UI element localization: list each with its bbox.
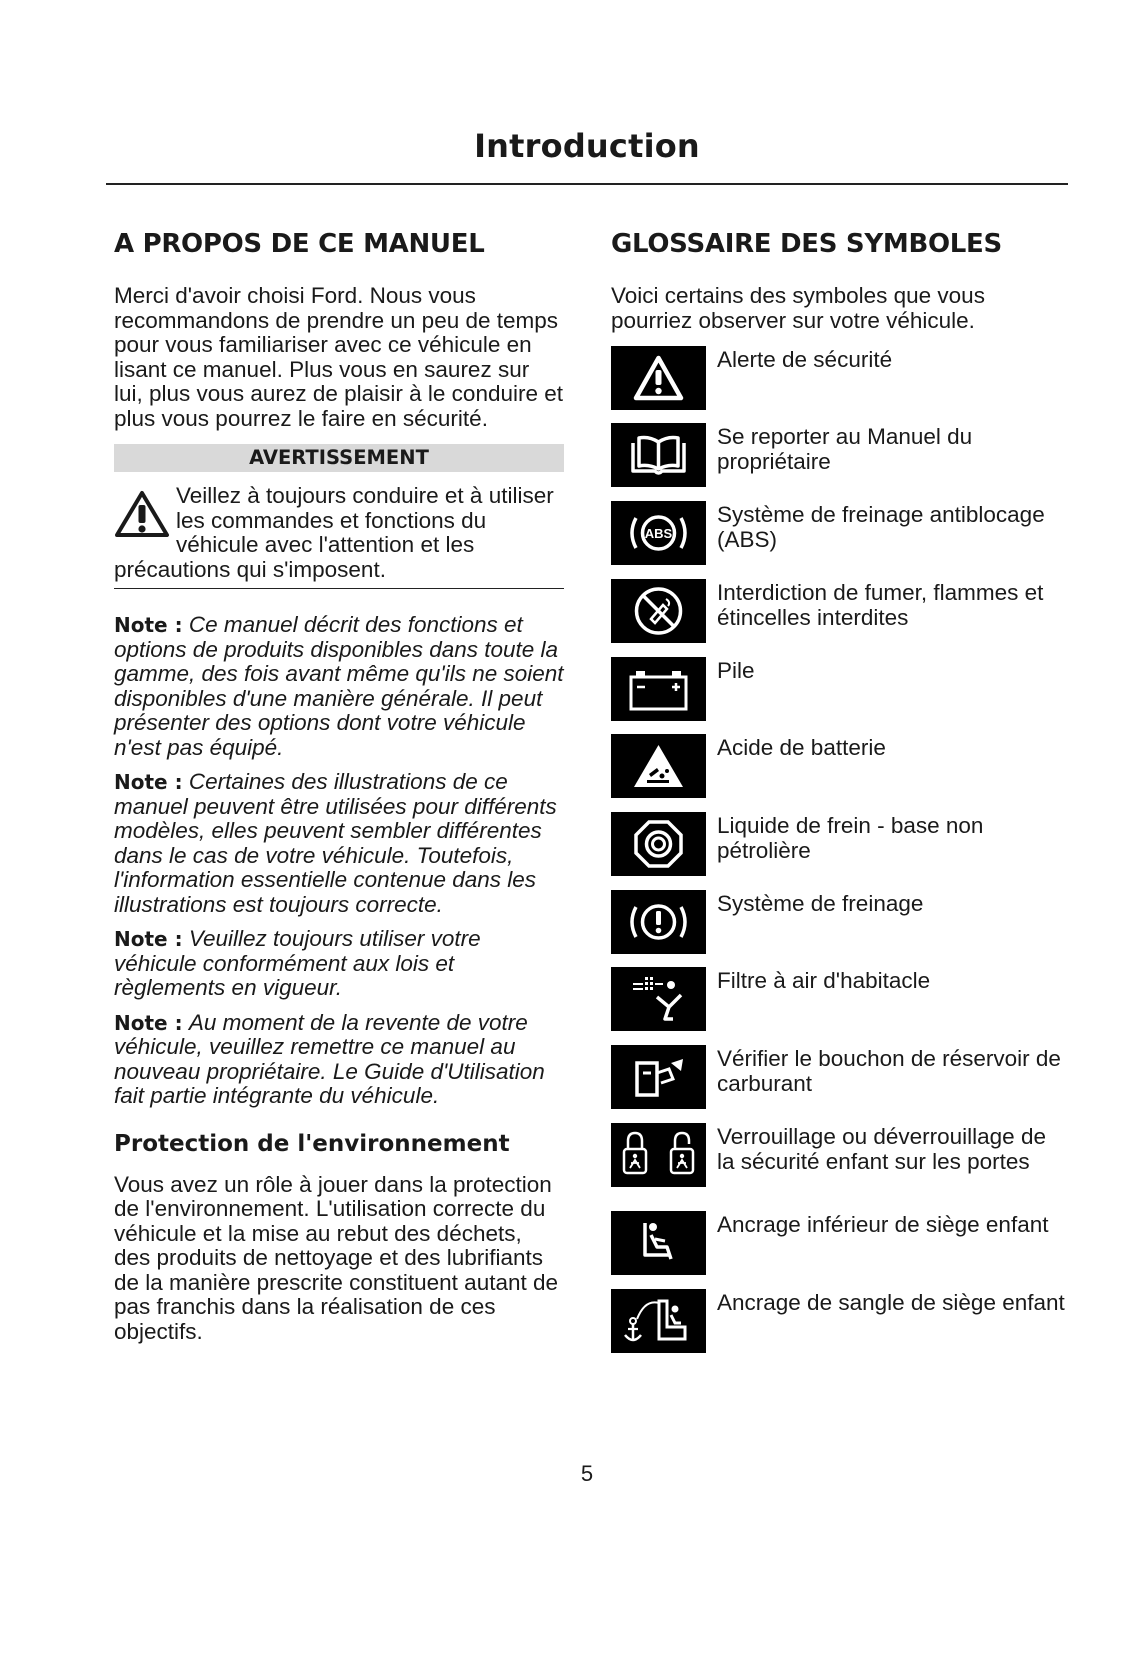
symbol-item <box>611 890 1066 967</box>
note-text: Certaines des illustrations de ce manuel peuvent être utilisées pour différents modèles, elles peuvent sembler différentes dans le cas de votre véhicule. Toutefois, l'information essentielle contenue dans les illustrations est toujours correcte. <box>114 769 557 917</box>
note-text: Veuillez toujours utiliser votre véhicule conformément aux lois et règlements en vigueur. <box>114 926 481 1000</box>
note-label: Note : <box>114 770 183 794</box>
owner-manual-icon <box>611 423 706 487</box>
note-text: Ce manuel décrit des fonctions et options de produits disponibles dans toute la gamme, des fois avant même qu'ils ne soient disponibles d'une manière générale. Il peut présenter des options dont votre véhicule n'est pas équipé. <box>114 612 564 760</box>
warning-box <box>114 484 564 582</box>
fuel-cap-icon <box>611 1045 706 1109</box>
title-divider <box>106 183 1068 185</box>
right-column <box>611 226 1066 1367</box>
safety-alert-icon <box>611 346 706 410</box>
symbol-item <box>611 1045 1066 1123</box>
symbol-label: Filtre à air d'habitacle <box>717 968 931 993</box>
symbol-label: Interdiction de fumer, flammes et étincelles interdites <box>717 580 1044 630</box>
note-3 <box>114 927 564 1001</box>
abs-icon <box>611 501 706 565</box>
symbol-item <box>611 423 1066 501</box>
warning-heading: AVERTISSEMENT <box>114 444 564 472</box>
note-1 <box>114 613 564 760</box>
symbol-label: Acide de batterie <box>717 735 886 760</box>
symbol-label: Ancrage de sangle de siège enfant <box>717 1290 1065 1315</box>
symbol-label: Vérifier le bouchon de réservoir de carburant <box>717 1046 1061 1096</box>
symbol-label: Se reporter au Manuel du propriétaire <box>717 424 973 474</box>
page-title: Introduction <box>474 127 700 165</box>
symbol-item <box>611 346 1066 423</box>
left-column <box>114 226 564 1344</box>
warning-text: Veillez à toujours conduire et à utiliser les commandes et fonctions du véhicule avec l'attention et les précautions qui s'imposent. <box>114 483 554 582</box>
symbol-label: Ancrage inférieur de siège enfant <box>717 1212 1049 1237</box>
symbol-label: Système de freinage <box>717 891 924 916</box>
environment-heading: Protection de l'environnement <box>114 1130 510 1157</box>
symbol-item <box>611 734 1066 812</box>
about-intro: Merci d'avoir choisi Ford. Nous vous recommandons de prendre un peu de temps pour vous familiariser avec ce véhicule en lisant ce manuel. Plus vous en saurez sur lui, plus vous aurez de plaisir à le conduire et plus vous pourrez le faire en sécurité. <box>114 283 564 431</box>
page-number: 5 <box>580 1461 594 1486</box>
warning-triangle-icon <box>114 490 170 538</box>
note-2 <box>114 770 564 917</box>
section-heading-about: A PROPOS DE CE MANUEL <box>114 229 485 259</box>
symbol-label: Alerte de sécurité <box>717 347 893 372</box>
no-smoking-icon <box>611 579 706 643</box>
environment-text: Vous avez un rôle à jouer dans la protection de l'environnement. L'utilisation correcte du véhicule et la mise au rebut des déchets, des produits de nettoyage et des lubrifiants de la manière prescrite constituent autant de pas franchis dans la réalisation de ces objectifs. <box>114 1171 559 1344</box>
symbol-label: Verrouillage ou déverrouillage de la sécurité enfant sur les portes <box>717 1124 1046 1174</box>
symbol-item <box>611 967 1066 1045</box>
cabin-air-filter-icon <box>611 967 706 1031</box>
note-label: Note : <box>114 1010 183 1035</box>
brake-system-icon <box>611 890 706 954</box>
symbol-item <box>611 1123 1066 1211</box>
battery-icon <box>611 657 706 721</box>
symbol-list <box>611 346 1066 1367</box>
abs-icon-text: ABS <box>644 526 673 541</box>
symbol-item <box>611 657 1066 734</box>
symbol-label: Liquide de frein - base non pétrolière <box>717 813 984 863</box>
symbol-item <box>611 1211 1066 1289</box>
note-4 <box>114 1011 564 1109</box>
child-seat-tether-icon <box>611 1289 706 1353</box>
glossary-intro: Voici certains des symboles que vous pourriez observer sur votre véhicule. <box>611 283 985 333</box>
note-label: Note : <box>114 613 183 637</box>
note-text: Au moment de la revente de votre véhicule, veuillez remettre ce manuel au nouveau propriétaire. Le Guide d'Utilisation fait partie intégrante du véhicule. <box>114 1009 545 1108</box>
child-seat-anchor-icon <box>611 1211 706 1275</box>
symbol-label: Pile <box>717 658 755 683</box>
symbol-label: Système de freinage antiblocage (ABS) <box>717 502 1045 552</box>
symbol-item <box>611 501 1066 579</box>
child-lock-icon <box>611 1123 706 1187</box>
battery-acid-icon <box>611 734 706 798</box>
note-label: Note : <box>114 927 183 951</box>
brake-fluid-icon <box>611 812 706 876</box>
symbol-item <box>611 579 1066 657</box>
section-heading-glossary: GLOSSAIRE DES SYMBOLES <box>611 229 1002 259</box>
symbol-item <box>611 1289 1066 1367</box>
symbol-item <box>611 812 1066 890</box>
warning-divider <box>114 588 564 589</box>
